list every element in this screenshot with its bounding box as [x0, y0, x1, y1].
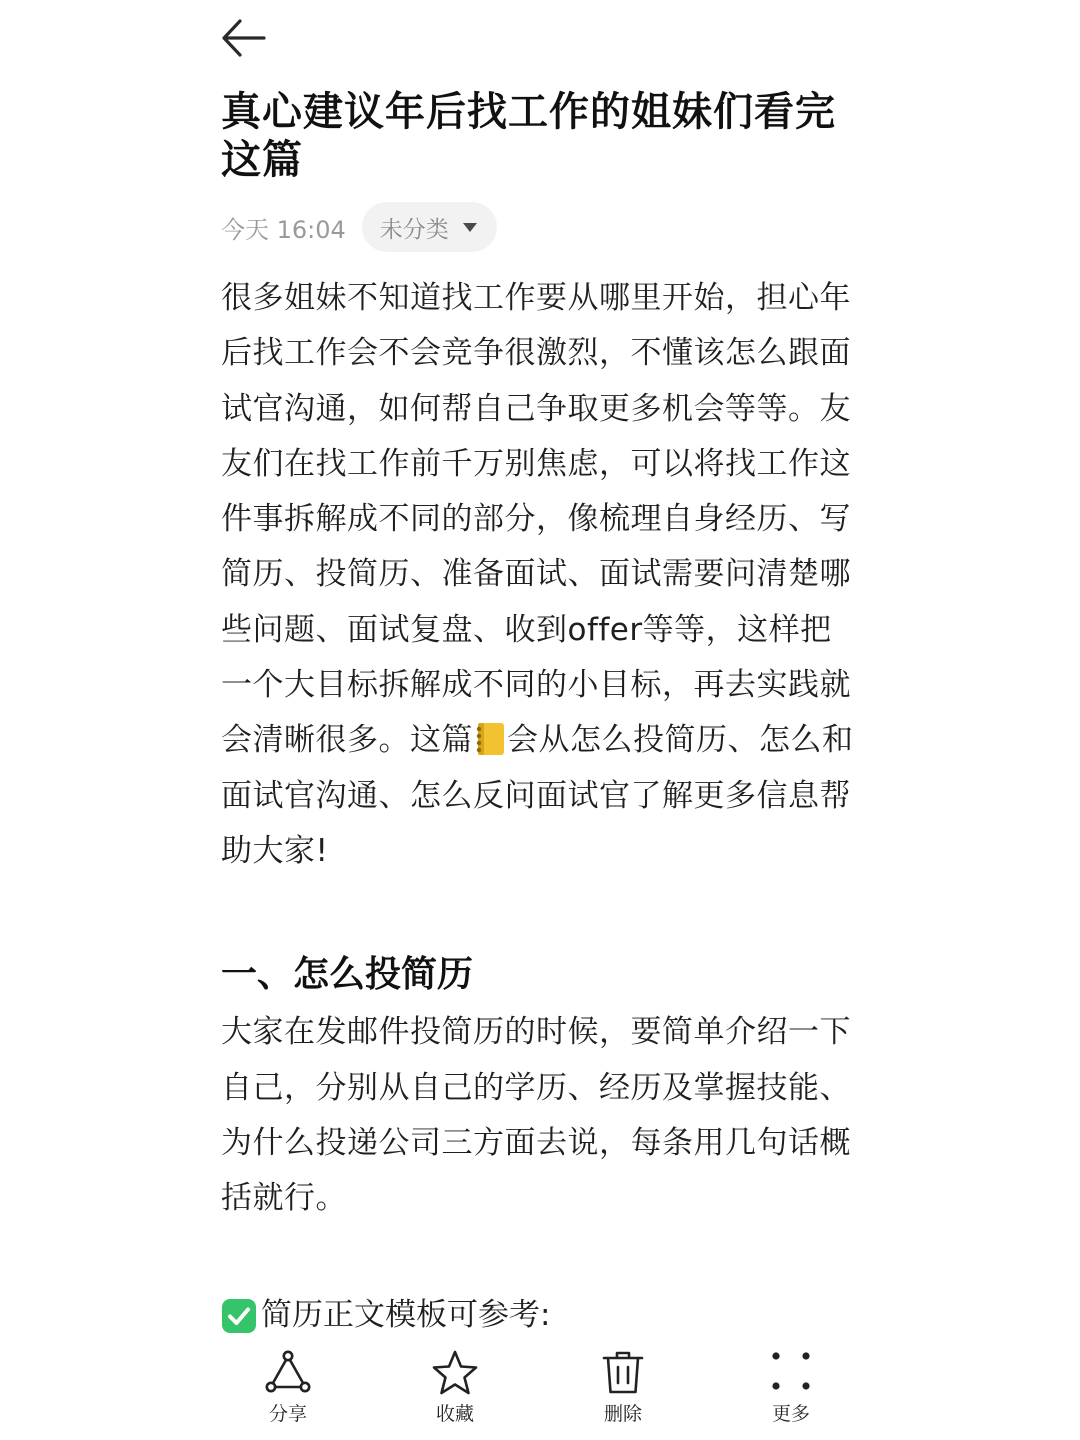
more-dots-icon — [766, 1348, 816, 1398]
category-label: 未分类 — [379, 216, 449, 243]
share-icon — [263, 1348, 313, 1398]
intro-text-part1: 很多姐妹不知道找工作要从哪里开始，担心年后找工作会不会竞争很激烈，不懂该怎么跟面试官沟通，如何帮自己争取更多机会等等。友友们在找工作前千万别焦虑，可以将找工作这件事拆解成不同的部分，像梳理自身经历、写简历、投简历、准备面试、面试需要问清楚哪些问题、面试复盘、收到offer等等，这样把一个大目标拆解成不同的小目标，再去实践就会清晰很多。这篇 — [221, 280, 851, 759]
bottom-action-bar — [0, 1334, 1080, 1440]
section-body-resume[interactable]: 大家在发邮件投简历的时候，要简单介绍一下自己，分别从自己的学历、经历及掌握技能、为什么投递公司三方面去说，每条用几句话概括就行。 — [221, 1014, 851, 1217]
back-button[interactable] — [216, 14, 272, 62]
star-icon — [430, 1348, 480, 1398]
more-label: 更多 — [771, 1403, 810, 1425]
more-button[interactable] — [736, 1348, 846, 1434]
delete-label: 删除 — [603, 1403, 642, 1425]
favorite-button[interactable] — [400, 1348, 510, 1434]
back-arrow-icon — [216, 14, 272, 62]
delete-button[interactable] — [568, 1348, 678, 1434]
template-label: 简历正文模板可参考: — [261, 1297, 551, 1334]
caret-down-icon — [463, 223, 477, 232]
template-reference-line[interactable] — [221, 1288, 861, 1336]
note-timestamp: 今天 16:04 — [221, 215, 346, 244]
favorite-label: 收藏 — [435, 1403, 474, 1425]
check-mark-emoji — [221, 1298, 257, 1334]
trash-icon — [598, 1348, 648, 1398]
note-intro-paragraph[interactable] — [221, 271, 861, 879]
section-heading-resume[interactable]: 一、怎么投简历 — [221, 954, 474, 996]
share-label: 分享 — [268, 1403, 307, 1425]
note-meta — [221, 202, 861, 252]
note-title[interactable]: 真心建议年后找工作的姐妹们看完这篇 — [221, 89, 836, 183]
notebook-emoji — [475, 722, 505, 756]
note-content[interactable] — [221, 88, 861, 1336]
intro-text-part2: 会从怎么投简历、怎么和面试官沟通、怎么反问面试官了解更多信息帮助大家! — [221, 722, 854, 869]
share-button[interactable] — [233, 1348, 343, 1434]
category-selector[interactable] — [362, 202, 497, 252]
